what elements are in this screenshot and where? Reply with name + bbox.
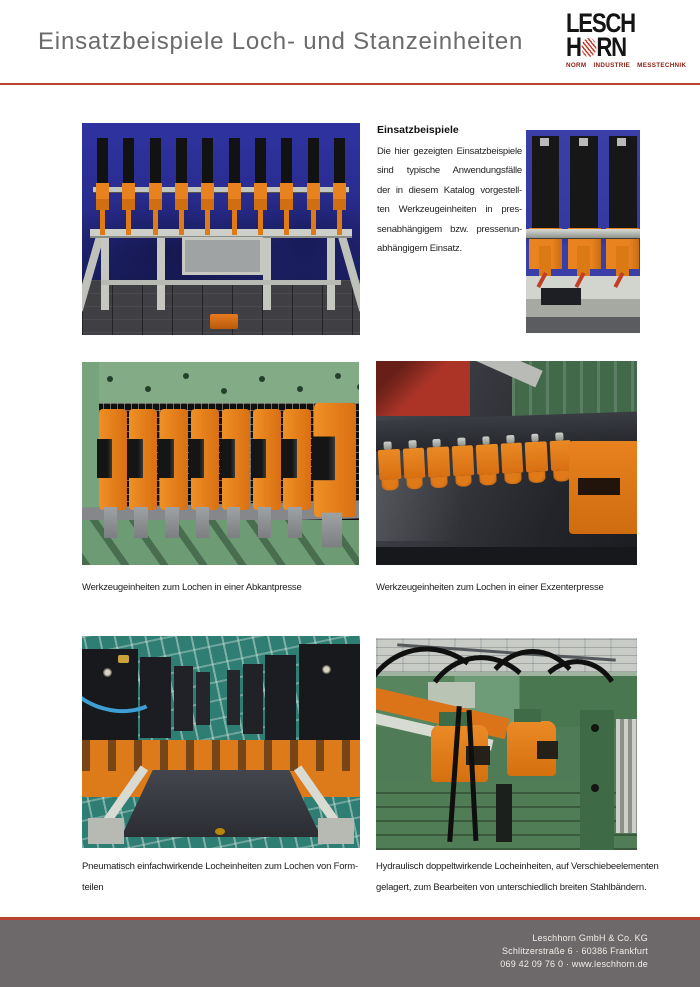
press-base xyxy=(82,520,359,565)
leschhorn-logo xyxy=(566,8,687,69)
punch-unit xyxy=(333,138,346,236)
c-frame-unit xyxy=(99,409,127,511)
punch-unit xyxy=(280,138,293,236)
logo-hatched-o-icon xyxy=(582,38,597,57)
punch-unit xyxy=(402,447,425,478)
footer-address: Schlitzerstraße 6 · 60386 Frankfurt xyxy=(501,946,648,956)
intro-text-block xyxy=(377,124,522,258)
punch-unit-row xyxy=(96,138,346,236)
photo-hydraulic-units xyxy=(376,638,637,850)
punch-unit xyxy=(532,136,559,229)
mounting-rail xyxy=(526,229,640,238)
bolt-holes xyxy=(107,376,113,382)
punch-unit-row xyxy=(377,440,572,499)
bench-lower-frame xyxy=(101,280,340,285)
intro-line: senabhängigem bzw. pressenun- xyxy=(377,223,522,235)
punch-unit xyxy=(96,138,109,236)
footer-bar xyxy=(0,920,700,987)
page-title: Einsatzbeispiele Loch- und Stanzeinheiten xyxy=(38,28,524,55)
photo-pneumatic-units xyxy=(82,636,360,848)
caption-pneumatic xyxy=(82,856,372,898)
bench-leg xyxy=(157,233,165,309)
bench-leg xyxy=(327,233,335,309)
intro-line: der in diesem Katalog vorgestell- xyxy=(377,184,522,196)
logo-rn: RN xyxy=(596,32,626,62)
cylinder-block xyxy=(299,644,360,746)
punch-unit xyxy=(475,443,498,474)
logo-letters xyxy=(566,8,640,62)
c-frame-unit xyxy=(314,403,356,517)
bench-panel xyxy=(182,237,263,275)
punch-unit xyxy=(377,449,400,480)
intro-line: abhängigem Einsatz. xyxy=(377,243,462,255)
c-frame-unit-row xyxy=(99,409,357,511)
c-frame-unit xyxy=(129,409,157,511)
photo-exzenterpresse-units xyxy=(376,361,637,565)
logo-tagline: NORM INDUSTRIE MESSTECHNIK xyxy=(566,62,687,69)
c-frame-unit xyxy=(160,409,188,511)
punch-unit xyxy=(426,446,449,477)
punch-unit xyxy=(175,138,188,236)
punch-unit xyxy=(570,136,597,229)
logo-h: H xyxy=(566,32,581,62)
header-rule xyxy=(0,83,700,85)
intro-line: Die hier gezeigten Einsatzbeispiele xyxy=(377,146,522,157)
caption-abkantpresse: Werkzeugeinheiten zum Lochen in einer Abkantpresse xyxy=(82,582,302,593)
punch-unit xyxy=(149,138,162,236)
cylinder-block xyxy=(174,666,193,732)
intro-heading: Einsatzbeispiele xyxy=(377,124,459,136)
cylinder-block xyxy=(243,664,262,734)
cylinder-block xyxy=(227,670,241,725)
caption-line: gelagert, zum Bearbeiten von unterschiedlich breiten Stahlbändern. xyxy=(376,882,647,893)
brass-fitting xyxy=(118,655,129,663)
punch-unit xyxy=(254,138,267,236)
bench-leg xyxy=(263,233,271,309)
c-frame-unit xyxy=(191,409,219,511)
logo-line-lesch: LESCH xyxy=(566,8,635,38)
die-slot xyxy=(541,288,581,304)
footer-address-block xyxy=(500,932,648,971)
photo-abkantpresse-units xyxy=(82,362,359,565)
intro-line: ten Werkzeugeinheiten in pres- xyxy=(377,204,522,216)
bench-leg xyxy=(101,233,109,309)
punch-unit xyxy=(500,442,523,473)
c-frame-unit xyxy=(569,441,637,535)
logo-line-horn xyxy=(566,32,640,62)
punch-unit xyxy=(201,138,214,236)
caption-line: Hydraulisch doppeltwirkende Locheinheiten, auf Verschiebeelementen xyxy=(376,861,659,872)
cylinder-block xyxy=(196,672,210,725)
punch-unit xyxy=(122,138,135,236)
foot-pedal xyxy=(210,314,238,329)
punch-unit xyxy=(524,441,547,472)
punch-unit xyxy=(609,136,636,229)
photo-punch-units-closeup xyxy=(526,130,640,333)
punch-unit xyxy=(228,138,241,236)
cylinder-block xyxy=(265,655,296,740)
press-body-red xyxy=(376,361,470,416)
press-frame-top xyxy=(82,362,359,403)
intro-line: sind typische Anwendungsfälle xyxy=(377,165,522,177)
c-frame-unit xyxy=(283,409,311,511)
footer-company: Leschhorn GmbH & Co. KG xyxy=(532,933,648,943)
c-frame-unit xyxy=(253,409,281,511)
corner-block xyxy=(318,818,354,843)
caption-line: Pneumatisch einfachwirkende Locheinheiten zum Lochen von Form- xyxy=(82,861,358,872)
photo-punching-units-bench xyxy=(82,123,360,335)
machine-base xyxy=(376,547,637,565)
punch-unit xyxy=(451,445,474,476)
corner-block xyxy=(88,818,124,843)
form-part-plate xyxy=(121,770,321,838)
caption-line: teilen xyxy=(82,882,104,893)
c-frame-unit xyxy=(222,409,250,511)
caption-exzenterpresse: Werkzeugeinheiten zum Lochen in einer Exzenterpresse xyxy=(376,582,604,593)
footer-contact: 069 42 09 76 0 · www.leschhorn.de xyxy=(500,959,648,969)
punch-unit xyxy=(307,138,320,236)
caption-hydraulic xyxy=(376,856,659,898)
